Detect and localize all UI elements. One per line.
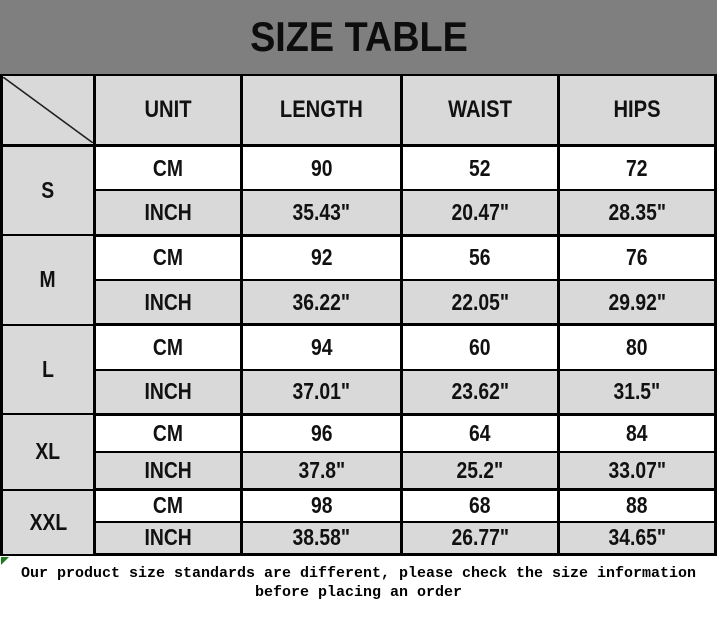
size-label-m: [2, 235, 95, 325]
value-cell-m-cm-waist: [402, 235, 559, 280]
header-label: WAIST: [448, 96, 512, 124]
value-text: 33.07": [608, 456, 666, 483]
value-cell-s-cm-hips: [559, 146, 716, 191]
value-cell-s-inch-length: [242, 190, 402, 235]
value-cell-s-inch-waist: [402, 190, 559, 235]
value-text: 90: [310, 154, 333, 181]
size-label-xl: [2, 414, 95, 489]
header-label: LENGTH: [280, 96, 363, 124]
size-label-text: S: [41, 177, 55, 204]
header-cell-hips: [559, 75, 716, 146]
value-text: 92: [310, 244, 333, 271]
value-text: 31.5": [613, 378, 661, 405]
unit-text: INCH: [144, 198, 192, 225]
header-label: HIPS: [613, 96, 661, 124]
diagonal-line-icon: [3, 77, 93, 143]
value-cell-xxl-inch-waist: [402, 522, 559, 555]
header-cell-length: [242, 75, 402, 146]
value-text: 84: [626, 419, 648, 446]
row-s-inch: [2, 190, 716, 235]
page-title: SIZE TABLE: [249, 13, 468, 60]
footer-line-1: Our product size standards are different, please check the size information: [20, 565, 697, 582]
value-cell-l-inch-hips: [559, 370, 716, 415]
row-xl-cm: [2, 414, 716, 452]
value-text: 80: [626, 333, 648, 360]
unit-cell: [95, 522, 242, 555]
size-label-text: M: [39, 266, 57, 293]
row-xxl-cm: [2, 490, 716, 522]
value-text: 28.35": [608, 198, 666, 225]
value-text: 56: [469, 244, 491, 271]
value-cell-s-cm-length: [242, 146, 402, 191]
value-text: 37.01": [292, 378, 351, 405]
value-cell-m-cm-hips: [559, 235, 716, 280]
row-xxl-inch: [2, 522, 716, 555]
unit-text: INCH: [144, 288, 192, 315]
unit-cell: [95, 414, 242, 452]
value-cell-xxl-inch-hips: [559, 522, 716, 555]
value-cell-xl-cm-waist: [402, 414, 559, 452]
value-cell-l-inch-waist: [402, 370, 559, 415]
value-cell-xxl-inch-length: [242, 522, 402, 555]
size-table: [0, 74, 717, 556]
size-label-text: L: [42, 356, 54, 383]
value-text: 98: [310, 492, 333, 519]
row-s-cm: [2, 146, 716, 191]
value-text: 76: [626, 244, 648, 271]
size-label-xxl: [2, 490, 95, 555]
value-text: 25.2": [456, 456, 504, 483]
unit-cell: [95, 325, 242, 370]
value-cell-m-inch-length: [242, 280, 402, 325]
unit-cell: [95, 280, 242, 325]
corner-diagonal-cell: [2, 75, 95, 146]
value-text: 60: [469, 333, 491, 360]
unit-cell: [95, 370, 242, 415]
unit-text: INCH: [144, 378, 192, 405]
title-bar: [0, 0, 717, 74]
value-text: 29.92": [608, 288, 666, 315]
value-text: 64: [469, 419, 491, 446]
unit-text: CM: [152, 244, 184, 271]
row-m-inch: [2, 280, 716, 325]
value-text: 36.22": [292, 288, 351, 315]
value-cell-xl-inch-waist: [402, 452, 559, 490]
size-label-text: XL: [35, 438, 61, 465]
excel-corner-marker-icon: [1, 557, 9, 565]
value-text: 26.77": [451, 524, 509, 551]
value-cell-xl-cm-hips: [559, 414, 716, 452]
value-cell-s-inch-hips: [559, 190, 716, 235]
value-text: 34.65": [608, 524, 666, 551]
unit-cell: [95, 490, 242, 522]
footer-note: [0, 556, 717, 623]
size-label-s: [2, 146, 95, 236]
unit-cell: [95, 452, 242, 490]
unit-cell: [95, 190, 242, 235]
header-label: UNIT: [144, 96, 192, 124]
value-text: 94: [310, 333, 333, 360]
value-cell-l-cm-length: [242, 325, 402, 370]
value-cell-m-cm-length: [242, 235, 402, 280]
value-text: 68: [469, 492, 491, 519]
value-cell-s-cm-waist: [402, 146, 559, 191]
header-cell-unit: [95, 75, 242, 146]
value-cell-m-inch-waist: [402, 280, 559, 325]
value-text: 22.05": [451, 288, 509, 315]
row-xl-inch: [2, 452, 716, 490]
value-text: 72: [626, 154, 648, 181]
value-text: 23.62": [451, 378, 509, 405]
unit-cell: [95, 146, 242, 191]
value-text: 35.43": [292, 198, 351, 225]
value-cell-xxl-cm-waist: [402, 490, 559, 522]
unit-text: INCH: [144, 524, 192, 551]
value-text: 96: [310, 419, 333, 446]
unit-cell: [95, 235, 242, 280]
value-cell-l-cm-hips: [559, 325, 716, 370]
value-text: 20.47": [451, 198, 509, 225]
row-m-cm: [2, 235, 716, 280]
header-cell-waist: [402, 75, 559, 146]
unit-text: CM: [152, 419, 184, 446]
value-cell-xl-cm-length: [242, 414, 402, 452]
unit-text: CM: [152, 333, 184, 360]
header-row: [2, 75, 716, 146]
value-cell-xl-inch-length: [242, 452, 402, 490]
footer-line-2: before placing an order: [254, 584, 463, 601]
value-cell-l-inch-length: [242, 370, 402, 415]
size-label-text: XXL: [29, 508, 67, 535]
value-text: 52: [469, 154, 491, 181]
value-text: 37.8": [298, 456, 345, 483]
row-l-inch: [2, 370, 716, 415]
value-cell-xxl-cm-hips: [559, 490, 716, 522]
value-text: 88: [626, 492, 648, 519]
size-label-l: [2, 325, 95, 415]
value-cell-xl-inch-hips: [559, 452, 716, 490]
unit-text: CM: [152, 492, 184, 519]
value-text: 38.58": [292, 524, 351, 551]
value-cell-m-inch-hips: [559, 280, 716, 325]
row-l-cm: [2, 325, 716, 370]
unit-text: INCH: [144, 456, 192, 483]
unit-text: CM: [152, 154, 184, 181]
value-cell-l-cm-waist: [402, 325, 559, 370]
value-cell-xxl-cm-length: [242, 490, 402, 522]
